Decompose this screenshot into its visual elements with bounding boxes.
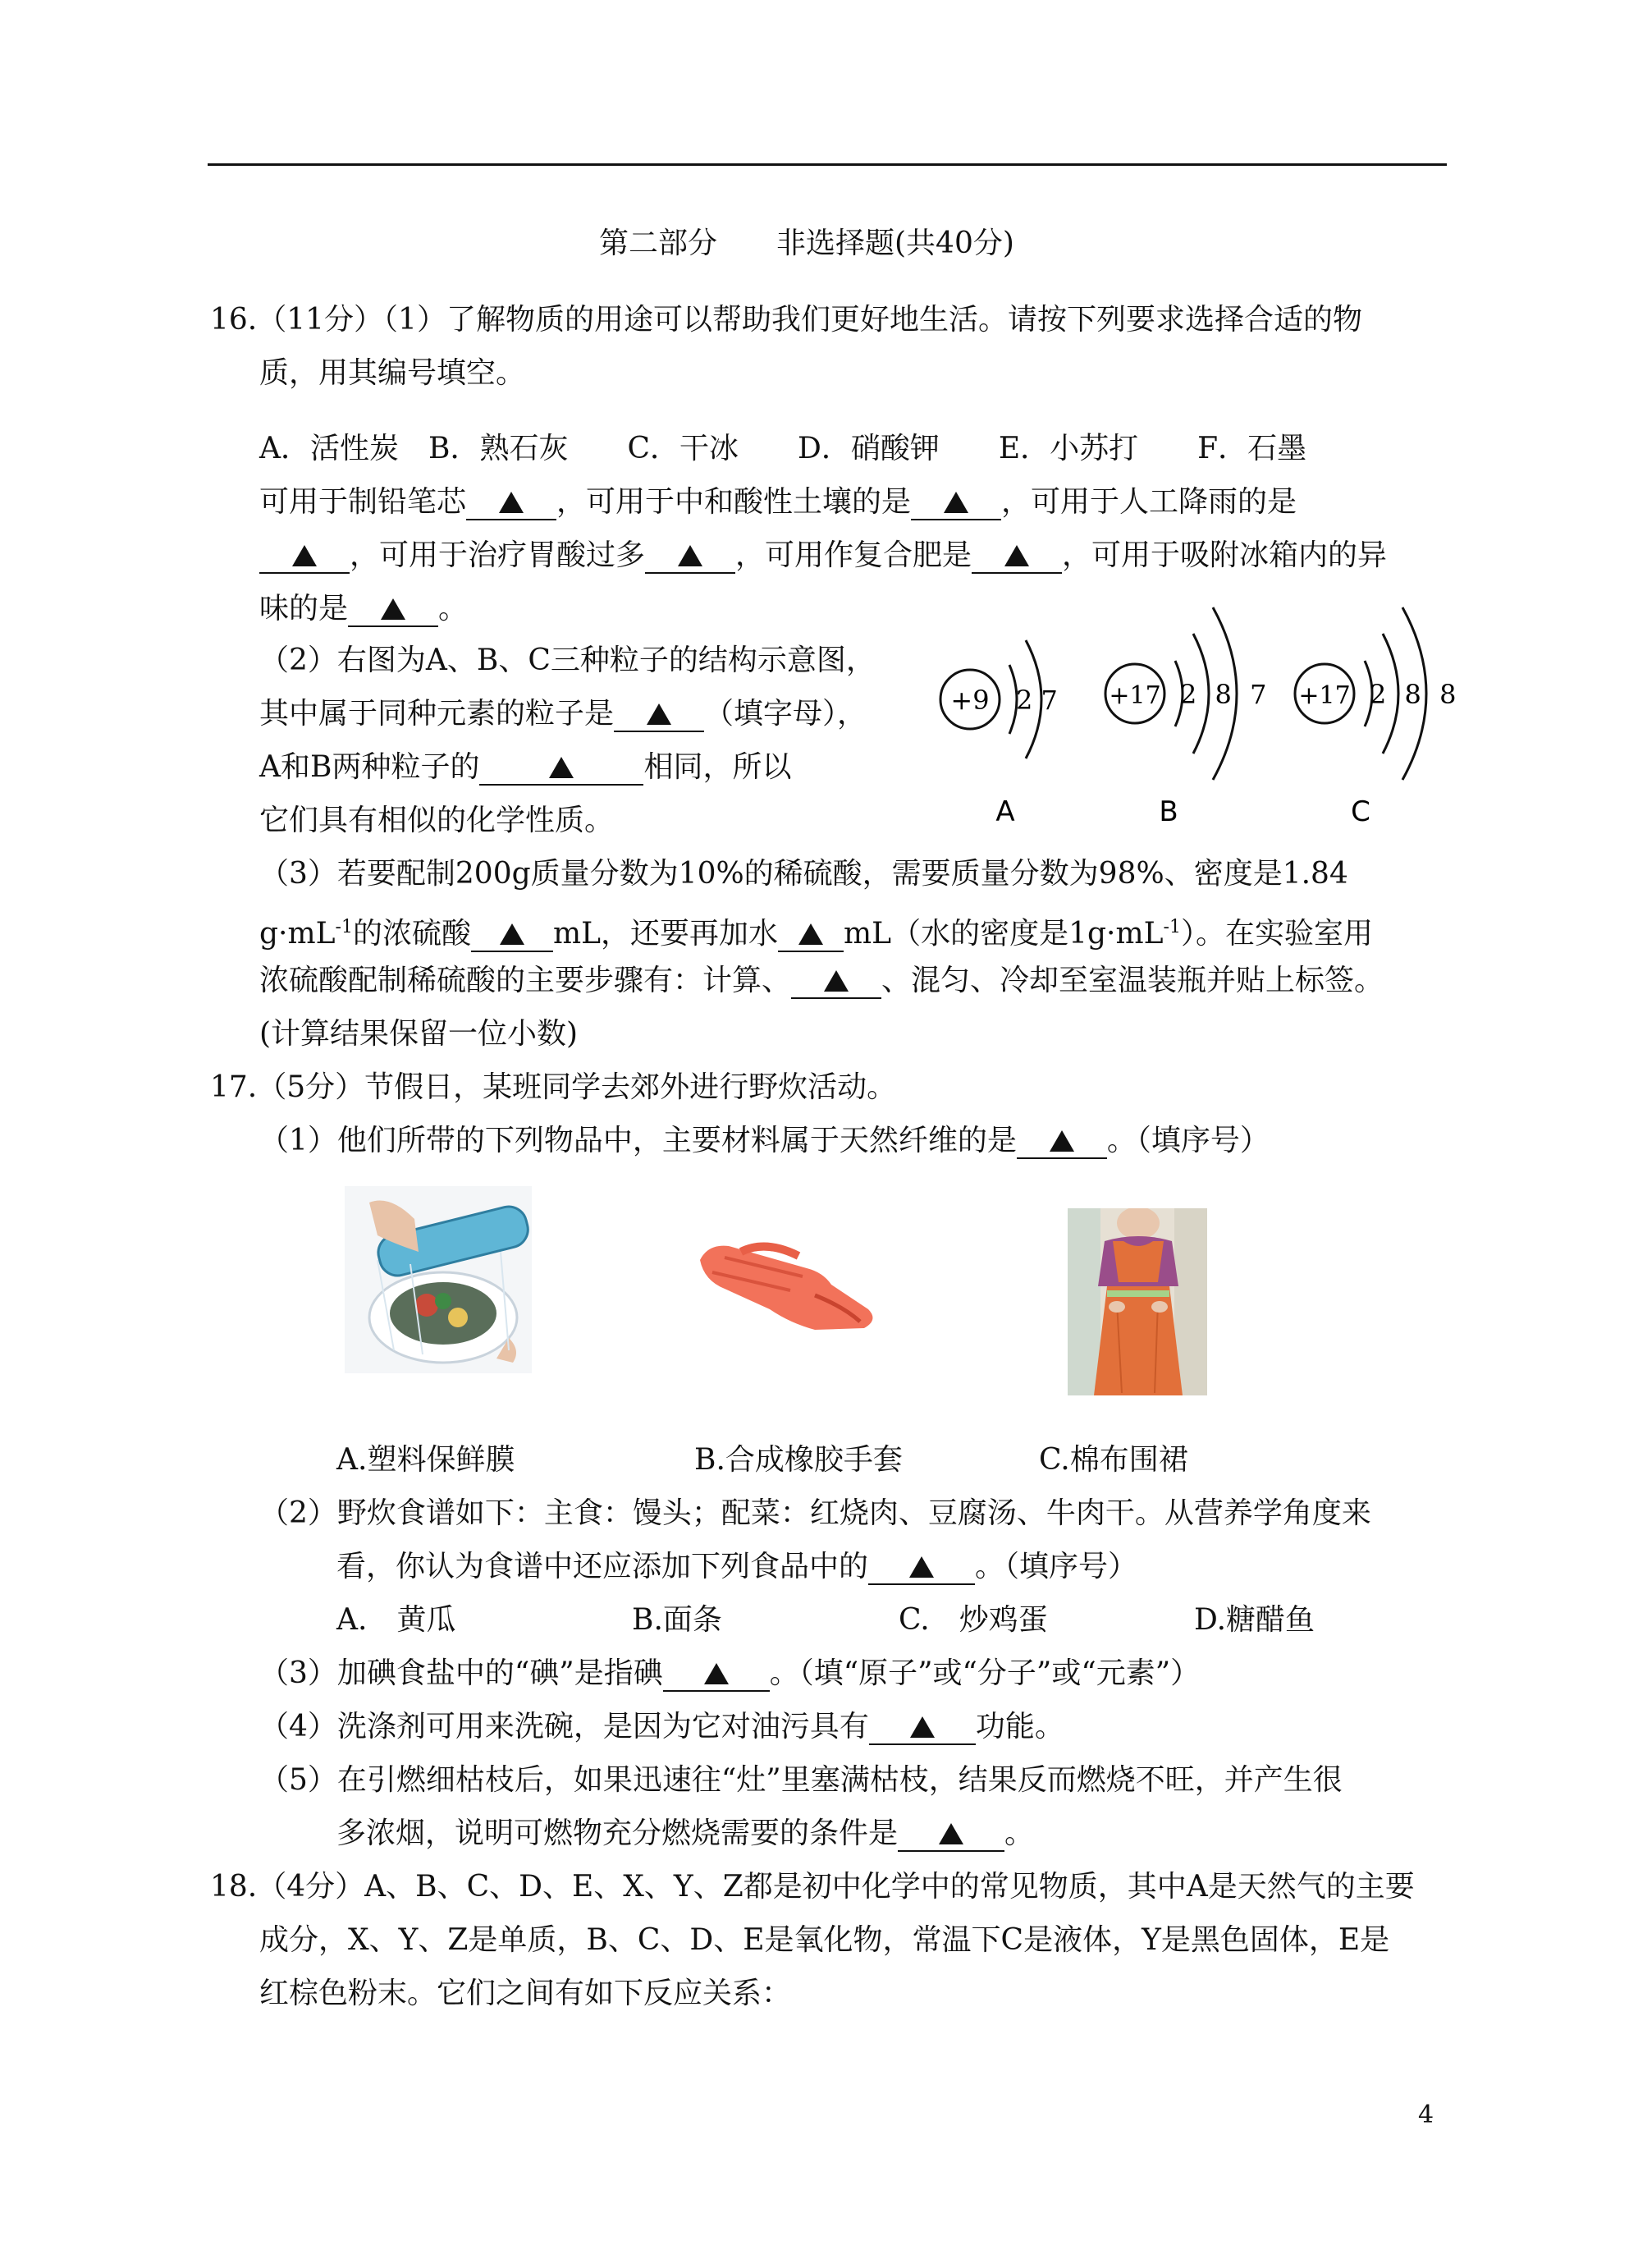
q16-p3-4: (计算结果保留一位小数) bbox=[259, 1017, 579, 1051]
q16-p3-3b: 、混匀、冷却至室温装瓶并贴上标签。 bbox=[881, 964, 1384, 997]
triangle-icon bbox=[499, 492, 524, 513]
answer-blank[interactable] bbox=[791, 964, 881, 999]
triangle-icon bbox=[292, 545, 317, 566]
answer-blank[interactable] bbox=[471, 918, 553, 952]
page-number: 4 bbox=[1418, 2101, 1434, 2129]
answer-blank[interactable] bbox=[645, 539, 735, 574]
q17-p1b: 。（填序号） bbox=[1106, 1124, 1270, 1157]
q16-l1b: ，可用于中和酸性土壤的是 bbox=[556, 485, 912, 519]
triangle-icon bbox=[798, 923, 823, 945]
q17-opt-d: D.糖醋鱼 bbox=[1194, 1603, 1315, 1637]
atom-a-nucleus: +9 bbox=[950, 685, 990, 716]
q16-p3-2c: mL，还要再加水 bbox=[552, 917, 779, 951]
triangle-icon bbox=[1004, 545, 1029, 566]
q17-img-b-caption: B.合成橡胶手套 bbox=[694, 1443, 903, 1477]
triangle-icon bbox=[704, 1663, 729, 1684]
q16-p3-1: （3）若要配制200g质量分数为10%的稀硫酸，需要质量分数为98%、密度是1.84 bbox=[259, 857, 1348, 891]
answer-blank[interactable] bbox=[259, 539, 350, 574]
superscript: -1 bbox=[335, 917, 353, 937]
q17-p2-1: （2）野炊食谱如下：主食：馒头；配菜：红烧肉、豆腐汤、牛肉干。从营养学角度来 bbox=[259, 1496, 1371, 1530]
atom-c-label: C bbox=[1351, 795, 1370, 828]
triangle-icon bbox=[939, 1823, 963, 1844]
triangle-icon bbox=[1050, 1130, 1074, 1152]
q17-opt-b: B.面条 bbox=[632, 1603, 722, 1637]
q17-p3b: 。（填“原子”或“分子”或“元素”） bbox=[769, 1656, 1201, 1690]
triangle-icon bbox=[824, 970, 849, 992]
triangle-icon bbox=[549, 757, 574, 778]
q16-l2c: ，可用作复合肥是 bbox=[735, 538, 972, 572]
q16-p2-4: 它们具有相似的化学性质。 bbox=[259, 804, 615, 837]
answer-blank[interactable] bbox=[778, 918, 844, 952]
q16-p3-2b: 的浓硫酸 bbox=[352, 917, 471, 951]
q16-l1c: ，可用于人工降雨的是 bbox=[1001, 485, 1297, 519]
answer-blank[interactable] bbox=[614, 698, 704, 732]
q18-line-3: 红棕色粉末。它们之间有如下反应关系： bbox=[259, 1977, 792, 2010]
q16-line-1 bbox=[259, 480, 1297, 525]
atom-a bbox=[940, 640, 1058, 828]
q17-p5-2b: 。 bbox=[1004, 1817, 1035, 1850]
q17-opt-c: C. 炒鸡蛋 bbox=[899, 1603, 1048, 1637]
q17-p5-2 bbox=[336, 1812, 1034, 1856]
header-rule bbox=[208, 163, 1447, 166]
triangle-icon bbox=[381, 598, 405, 620]
atom-a-label: A bbox=[995, 795, 1015, 828]
q17-p3a: （3）加碘食盐中的“碘”是指碘 bbox=[259, 1656, 663, 1690]
q17-img-c-caption: C.棉布围裙 bbox=[1039, 1443, 1188, 1477]
q17-p5-2a: 多浓烟，说明可燃物充分燃烧需要的条件是 bbox=[336, 1817, 899, 1850]
q16-p3-2d: mL（水的密度是1g·mL bbox=[844, 917, 1164, 951]
answer-blank[interactable] bbox=[1017, 1125, 1107, 1159]
q17-p2-2 bbox=[336, 1545, 1137, 1589]
atom-structure-diagram bbox=[927, 591, 1461, 837]
answer-blank[interactable] bbox=[479, 751, 643, 786]
answer-blank[interactable] bbox=[972, 539, 1062, 574]
q16-p2-3b: 相同，所以 bbox=[643, 750, 792, 784]
atom-c bbox=[1295, 607, 1461, 828]
triangle-icon bbox=[944, 492, 968, 513]
q16-intro-1: 16.（11分）（1）了解物质的用途可以帮助我们更好地生活。请按下列要求选择合适的物 bbox=[210, 303, 1362, 337]
q16-intro-2: 质，用其编号填空。 bbox=[259, 356, 526, 390]
q16-l3b: 。 bbox=[438, 592, 469, 625]
rubber-glove-photo bbox=[692, 1231, 885, 1342]
answer-blank[interactable] bbox=[898, 1817, 1004, 1852]
q17-p1a: （1）他们所带的下列物品中，主要材料属于天然纤维的是 bbox=[259, 1124, 1017, 1157]
q17-p4b: 功能。 bbox=[975, 1710, 1064, 1743]
atom-b bbox=[1105, 607, 1271, 828]
q17-p1 bbox=[259, 1119, 1270, 1163]
atom-b-nucleus: +17 bbox=[1109, 681, 1161, 710]
q16-l3a: 味的是 bbox=[259, 592, 349, 625]
q17-img-a-caption: A.塑料保鲜膜 bbox=[336, 1443, 515, 1477]
q18-line-1: 18.（4分）A、B、C、D、E、X、Y、Z都是初中化学中的常见物质，其中A是天然气的主要 bbox=[210, 1870, 1415, 1904]
q17-p5-1: （5）在引燃细枯枝后，如果迅速往“灶”里塞满枯枝，结果反而燃烧不旺，并产生很 bbox=[259, 1763, 1343, 1797]
q16-p3-2 bbox=[259, 905, 1373, 956]
q16-l2b: ，可用于治疗胃酸过多 bbox=[350, 538, 646, 572]
q16-line-2 bbox=[259, 534, 1387, 578]
q17-opt-a: A. 黄瓜 bbox=[336, 1603, 456, 1637]
q18-line-2: 成分，X、Y、Z是单质，B、C、D、E是氧化物，常温下C是液体，Y是黑色固体，E是 bbox=[259, 1923, 1390, 1957]
answer-blank[interactable] bbox=[869, 1711, 976, 1745]
superscript: -1 bbox=[1163, 917, 1181, 937]
answer-blank[interactable] bbox=[663, 1657, 770, 1692]
q17-p4a: （4）洗涤剂可用来洗碗，是因为它对油污具有 bbox=[259, 1710, 869, 1743]
q17-p4 bbox=[259, 1705, 1064, 1749]
q16-p2-2a: 其中属于同种元素的粒子是 bbox=[259, 697, 615, 731]
q16-p3-2e: ）。在实验室用 bbox=[1180, 917, 1373, 951]
q16-p3-3a: 浓硫酸配制稀硫酸的主要步骤有：计算、 bbox=[259, 964, 792, 997]
q16-l2d: ，可用于吸附冰箱内的异 bbox=[1062, 538, 1388, 572]
q17-p2-2b: 。（填序号） bbox=[975, 1550, 1138, 1583]
q16-p3-3 bbox=[259, 959, 1384, 1003]
q16-p2-3a: A和B两种粒子的 bbox=[259, 750, 480, 784]
plastic-wrap-photo bbox=[345, 1186, 532, 1373]
atom-a-shells: 2 7 bbox=[1016, 685, 1058, 716]
triangle-icon bbox=[910, 1716, 935, 1738]
q16-p2-1: （2）右图为A、B、C三种粒子的结构示意图， bbox=[259, 644, 876, 677]
q16-p2-3 bbox=[259, 745, 791, 790]
triangle-icon bbox=[909, 1556, 934, 1578]
atom-b-shells: 2 8 7 bbox=[1180, 679, 1272, 710]
section-title: 第二部分 非选择题(共40分) bbox=[599, 227, 1014, 260]
atom-b-label: B bbox=[1159, 795, 1178, 828]
answer-blank[interactable] bbox=[868, 1551, 975, 1585]
triangle-icon bbox=[647, 703, 671, 725]
q16-p2-2 bbox=[259, 692, 867, 736]
cotton-apron-photo bbox=[1068, 1208, 1207, 1395]
q16-line-3 bbox=[259, 587, 468, 631]
q17-p3 bbox=[259, 1652, 1200, 1696]
answer-blank[interactable] bbox=[348, 593, 438, 627]
q16-p3-2a: g·mL bbox=[259, 917, 336, 951]
triangle-icon bbox=[500, 923, 524, 945]
answer-blank[interactable] bbox=[911, 486, 1001, 520]
q17-intro: 17.（5分）节假日，某班同学去郊外进行野炊活动。 bbox=[210, 1070, 897, 1104]
q17-p2-2a: 看，你认为食谱中还应添加下列食品中的 bbox=[336, 1550, 869, 1583]
q16-l1a: 可用于制铅笔芯 bbox=[259, 485, 467, 519]
answer-blank[interactable] bbox=[466, 486, 556, 520]
triangle-icon bbox=[678, 545, 702, 566]
q16-options: A．活性炭 B．熟石灰 C．干冰 D．硝酸钾 E．小苏打 F．石墨 bbox=[259, 432, 1307, 465]
q16-p2-2b: （填字母）， bbox=[704, 697, 867, 731]
atom-c-shells: 2 8 8 bbox=[1370, 679, 1461, 710]
atom-c-nucleus: +17 bbox=[1298, 681, 1351, 710]
